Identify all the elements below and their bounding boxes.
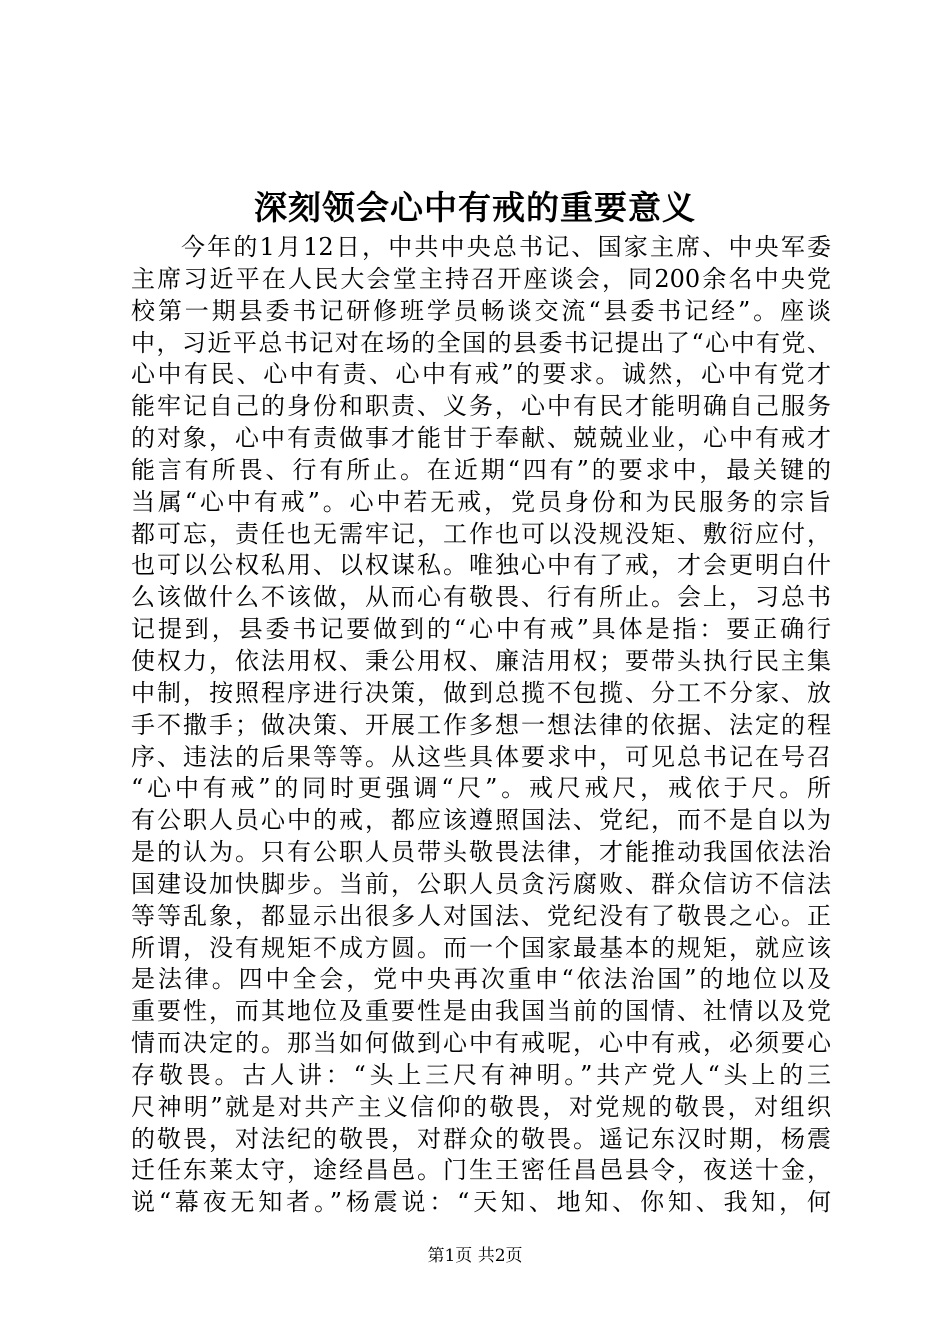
body-line: 国建设加快脚步。当前，公职人员贪污腐败、群众信访不信法 bbox=[131, 869, 831, 898]
body-line: 尺神明”就是对共产主义信仰的敬畏，对党规的敬畏，对组织 bbox=[131, 1092, 831, 1121]
body-line: 手不撒手；做决策、开展工作多想一想法律的依据、法定的程 bbox=[131, 710, 831, 739]
body-line: 今年的1月12日，中共中央总书记、国家主席、中央军委 bbox=[181, 233, 831, 261]
document-body bbox=[131, 232, 831, 1219]
body-line: “心中有戒”的同时更强调“尺”。戒尺戒尺，戒依于尺。所 bbox=[131, 774, 831, 803]
body-line: 是的认为。只有公职人员带头敬畏法律，才能推动我国依法治 bbox=[131, 838, 831, 867]
body-line: 的对象，心中有责做事才能甘于奉献、兢兢业业，心中有戒才 bbox=[131, 424, 831, 453]
body-line: 校第一期县委书记研修班学员畅谈交流“县委书记经”。座谈 bbox=[131, 296, 831, 325]
body-line: 中制，按照程序进行决策，做到总揽不包揽、分工不分家、放 bbox=[131, 678, 831, 707]
document-title: 深刻领会心中有戒的重要意义 bbox=[254, 188, 696, 227]
body-line: 重要性，而其地位及重要性是由我国当前的国情、社情以及党 bbox=[131, 997, 831, 1026]
body-line: 能言有所畏、行有所止。在近期“四有”的要求中，最关键的 bbox=[131, 455, 831, 484]
body-line: 使权力，依法用权、秉公用权、廉洁用权；要带头执行民主集 bbox=[131, 646, 831, 675]
body-line: 心中有民、心中有责、心中有戒”的要求。诚然，心中有党才 bbox=[131, 360, 831, 389]
body-line: 的敬畏，对法纪的敬畏，对群众的敬畏。遥记东汉时期，杨震 bbox=[131, 1124, 831, 1153]
page-footer: 第1页 共2页 bbox=[427, 1246, 523, 1266]
body-line: 序、违法的后果等等。从这些具体要求中，可见总书记在号召 bbox=[131, 742, 831, 771]
body-line: 记提到，县委书记要做到的“心中有戒”具体是指：要正确行 bbox=[131, 615, 831, 644]
body-line: 么该做什么不该做，从而心有敬畏、行有所止。会上，习总书 bbox=[131, 583, 831, 612]
body-line: 能牢记自己的身份和职责、义务，心中有民才能明确自己服务 bbox=[131, 392, 831, 421]
body-line: 迁任东莱太守，途经昌邑。门生王密任昌邑县令，夜送十金， bbox=[131, 1156, 831, 1185]
body-line: 当属“心中有戒”。心中若无戒，党员身份和为民服务的宗旨 bbox=[131, 487, 831, 516]
body-line: 主席习近平在人民大会堂主持召开座谈会，同200余名中央党 bbox=[131, 264, 831, 293]
body-line: 中，习近平总书记对在场的全国的县委书记提出了“心中有党、 bbox=[131, 328, 831, 357]
body-line: 等等乱象，都显示出很多人对国法、党纪没有了敬畏之心。正 bbox=[131, 901, 831, 930]
body-line: 也可以公权私用、以权谋私。唯独心中有了戒，才会更明白什 bbox=[131, 551, 831, 580]
body-line: 是法律。四中全会，党中央再次重申“依法治国”的地位以及 bbox=[131, 965, 831, 994]
body-line: 都可忘，责任也无需牢记，工作也可以没规没矩、敷衍应付， bbox=[131, 519, 831, 548]
body-line: 说“幕夜无知者。”杨震说：“天知、地知、你知、我知，何 bbox=[131, 1188, 831, 1217]
body-line: 存敬畏。古人讲：“头上三尺有神明。”共产党人“头上的三 bbox=[131, 1060, 831, 1089]
body-line: 有公职人员心中的戒，都应该遵照国法、党纪，而不是自以为 bbox=[131, 806, 831, 835]
body-line: 情而决定的。那当如何做到心中有戒呢，心中有戒，必须要心 bbox=[131, 1029, 831, 1058]
body-line: 所谓，没有规矩不成方圆。而一个国家最基本的规矩，就应该 bbox=[131, 933, 831, 962]
